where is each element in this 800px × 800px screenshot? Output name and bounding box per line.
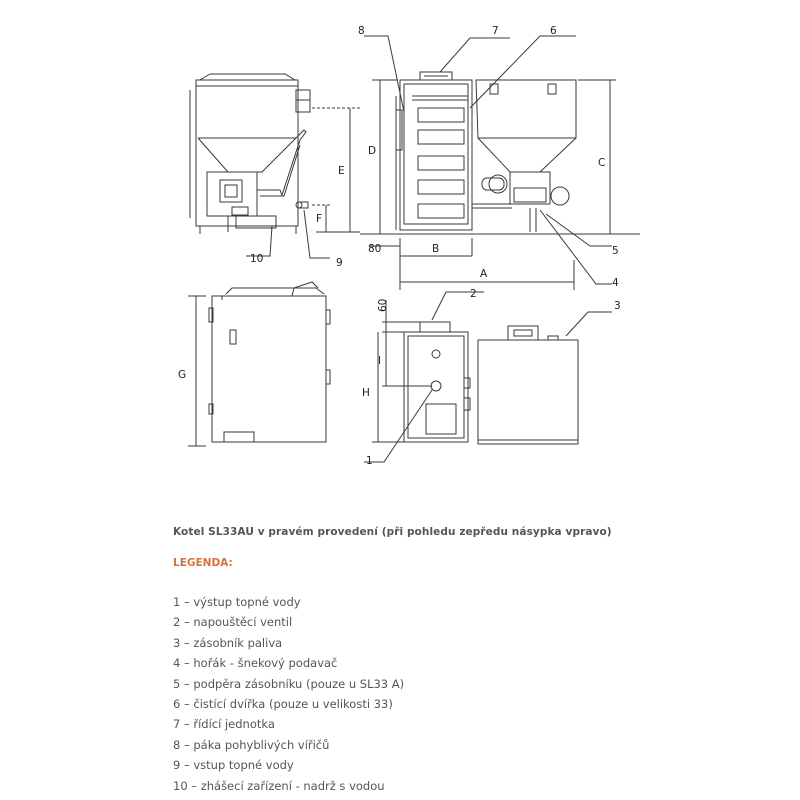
callout-5-label: 5 — [612, 245, 619, 257]
callout-10-label: 10 — [250, 253, 264, 265]
legend-item: 2 – napouštěcí ventil — [173, 615, 293, 630]
legend-item: 7 – řídící jednotka — [173, 717, 275, 732]
dimension-c-label: C — [598, 157, 606, 169]
dimension-80-label: 80 — [368, 243, 382, 255]
callout-1-label: 1 — [366, 455, 373, 467]
figure-caption: Kotel SL33AU v pravém provedení (při pohledu zepředu násypka vpravo) — [173, 526, 612, 538]
hopper-rear-view — [478, 312, 612, 444]
callout-6-label: 6 — [550, 25, 557, 37]
legend-item: 5 – podpěra zásobníku (pouze u SL33 A) — [173, 676, 405, 691]
side-view — [190, 74, 360, 258]
connection-view — [364, 292, 484, 462]
legend-item: 6 – čistící dvířka (pouze u velikosti 33) — [173, 696, 393, 711]
legend-list — [173, 592, 404, 796]
legend-item: 4 – hořák - šnekový podavač — [173, 656, 338, 671]
legend-item: 10 – zhášecí zařízení - nadrž s vodou — [173, 778, 385, 793]
legend-item: 9 – vstup topné vody — [173, 758, 294, 773]
callout-3-label: 3 — [614, 300, 621, 312]
legend-item: 1 – výstup topné vody — [173, 595, 301, 609]
legend-item: 8 – páka pohyblivých vířičů — [173, 737, 330, 752]
dimension-g-label: G — [178, 369, 187, 381]
dimension-f-label: F — [316, 213, 323, 225]
legend-item: 3 – zásobník paliva — [173, 635, 283, 650]
callout-7-label: 7 — [492, 25, 499, 37]
dimension-d-label: D — [368, 145, 377, 157]
legend-title: LEGENDA: — [173, 557, 233, 569]
dimension-i-label: I — [378, 355, 382, 367]
dimension-e-label: E — [338, 165, 345, 177]
dimension-h-label: H — [362, 387, 370, 399]
callout-4-label: 4 — [612, 277, 619, 289]
callout-9-label: 9 — [336, 257, 343, 269]
callout-2-label: 2 — [470, 288, 477, 300]
rear-view — [188, 282, 330, 446]
dimension-b-label: B — [432, 243, 440, 255]
callout-8-label: 8 — [358, 25, 365, 37]
dimension-a-label: A — [480, 268, 488, 280]
dimension-60-label: 60 — [377, 298, 389, 312]
